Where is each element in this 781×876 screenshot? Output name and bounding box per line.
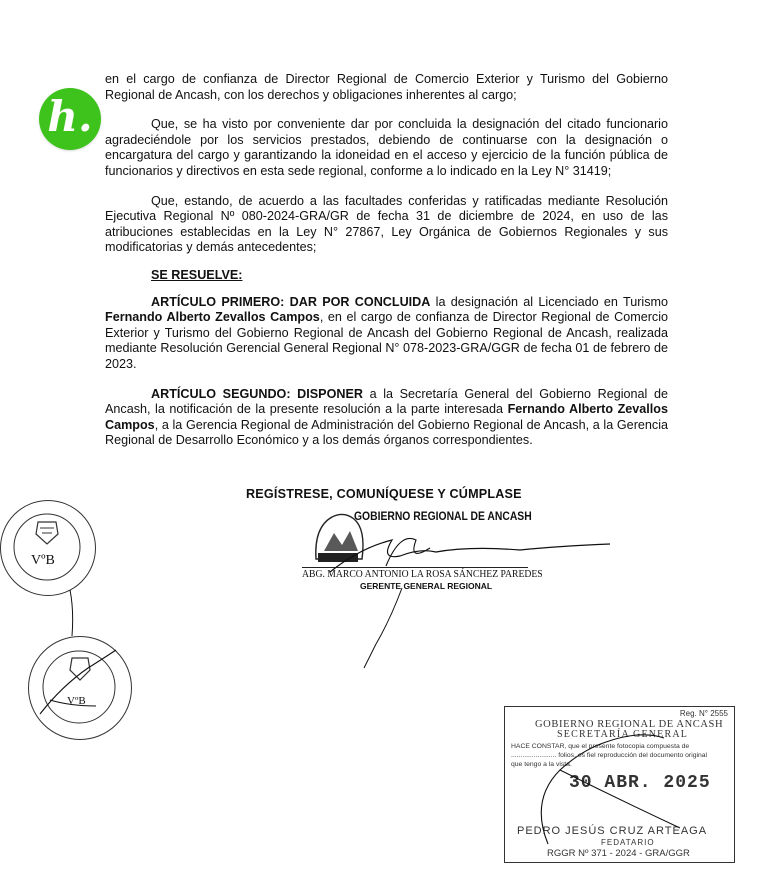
stamp-vb-label: VºB: [67, 695, 86, 707]
stamp-registry-number: Reg. N° 2555: [679, 709, 728, 718]
document-body: [105, 72, 668, 449]
brand-logo: [39, 88, 101, 150]
seal-organization: GOBIERNO REGIONAL DE ANCASH: [354, 511, 532, 523]
article-1: [105, 295, 668, 373]
logo-letter: h.: [47, 92, 93, 141]
closing-formula: REGÍSTRESE, COMUNÍQUESE Y CÚMPLASE: [246, 487, 522, 501]
review-stamp-top: [0, 500, 96, 596]
certification-stamp: [504, 706, 735, 863]
stamp-ring-icon: [28, 636, 130, 738]
stamp-certify-line-2: ........................ folios, es fiel reproducción del documento original: [511, 752, 708, 759]
article-2-text-a: a la Secretaría General del Gobierno Regional de Ancash, la notificación de la presente resolución a la parte interesada: [105, 386, 668, 417]
resolve-heading-wrap: [105, 268, 668, 284]
fedatario-resolution: RGGR Nº 371 - 2024 - GRA/GGR: [547, 848, 690, 859]
article-1-text-a: la designación al Licenciado en Turismo: [430, 294, 669, 309]
stamp-vb-label: VºB: [31, 553, 55, 568]
article-1-text-b: , en el cargo de confianza de Director Regional de Comercio Exterior y Turismo del Gobierno Regional de Ancash del Gobierno Regional de Ancash, realizada mediante Resolución Gerencial General Regional N° 078-2023-GRA/GGR de fecha 01 de febrero de 2023.: [105, 310, 668, 371]
signer-role: GERENTE GENERAL REGIONAL: [360, 581, 493, 591]
article-1-name: Fernando Alberto Zevallos Campos: [105, 310, 320, 325]
fedatario-title: FEDATARIO: [601, 838, 655, 847]
stamp-certify-line-1: HACE CONSTAR, que el presente fotocopia compuesta de: [511, 743, 690, 750]
article-1-label: ARTÍCULO PRIMERO: DAR POR CONCLUIDA: [151, 294, 431, 309]
paragraph-2: Que, se ha visto por conveniente dar por concluida la designación del citado funcionario agradeciéndole por los servicios prestados, debiendo de continuarse con la designación o encargatura del cargo y garantizando la idoneidad en el acceso y ejercicio de la función pública de funcionarios y directivos en esta sede regional, conforme a lo indicado en la Ley N° 31419;: [105, 117, 668, 178]
article-2: [105, 387, 668, 449]
article-2-name: Fernando Alberto Zevallos Campos: [105, 402, 668, 432]
stamp-certify-line-3: que tengo a la vista.: [511, 761, 572, 768]
article-2-text-b: , a la Gerencia Regional de Administración del Gobierno Regional de Ancash, a la Gerencia Regional de Desarrollo Económico y a los demás órganos correspondientes.: [105, 417, 668, 448]
review-stamp-bottom: [28, 636, 132, 740]
signature-seal: [298, 505, 638, 605]
paragraph-3: Que, estando, de acuerdo a las facultades conferidas y ratificadas mediante Resolución Ejecutiva Regional Nº 080-2024-GRA/GR de fecha 31 de diciembre de 2024, en uso de las atribuciones establecidas en la Ley N° 27867, Ley Orgánica de Gobiernos Regionales y sus modificatorias y demás antecedentes;: [105, 193, 668, 255]
fedatario-name: PEDRO JESÚS CRUZ ARTEAGA: [517, 825, 708, 837]
stamp-organization: GOBIERNO REGIONAL DE ANCASH: [535, 719, 724, 730]
stamp-date: 30 ABR. 2025: [569, 773, 711, 793]
stamp-secretaria: SECRETARÍA GENERAL: [557, 729, 689, 740]
article-2-label: ARTÍCULO SEGUNDO: DISPONER: [151, 386, 363, 401]
stamp-ring-icon: [0, 500, 94, 594]
resolve-heading: SE RESUELVE:: [151, 267, 243, 282]
paragraph-1: en el cargo de confianza de Director Regional de Comercio Exterior y Turismo del Gobierno Regional de Ancash, con los derechos y obligaciones inherentes al cargo;: [105, 72, 668, 102]
signer-name: ABG. MARCO ANTONIO LA ROSA SÁNCHEZ PAREDES: [302, 568, 543, 580]
